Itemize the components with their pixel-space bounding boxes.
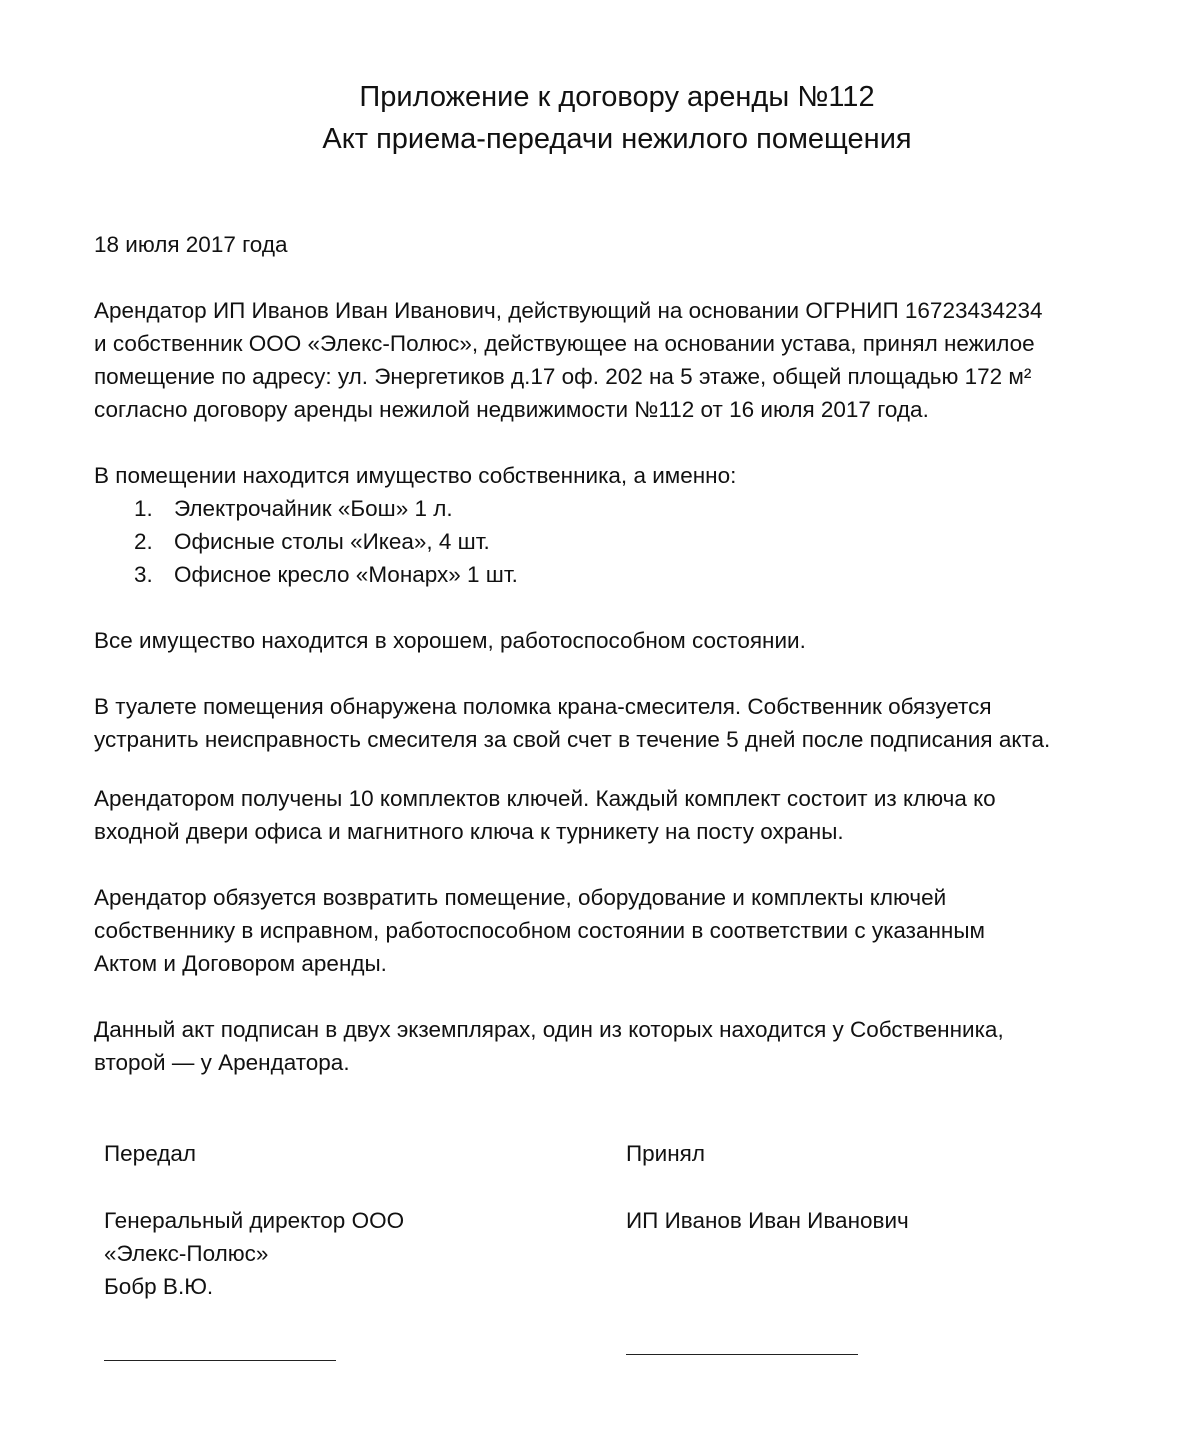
title-line-1: Приложение к договору аренды №112 [359,81,875,113]
return-paragraph [94,881,1174,980]
intro-line: Арендатор ИП Иванов Иван Иванович, действующий на основании ОГРНИП 16723434234 [94,298,1043,323]
intro-paragraph [94,294,1174,426]
property-intro: В помещении находится имущество собственника, а именно: [94,463,737,488]
list-item-number: 3. [134,562,153,587]
signature-left-line: Генеральный директор ООО [104,1208,405,1233]
list-item-number: 2. [134,529,153,554]
property-list [94,492,1174,591]
signature-left-line-blank [104,1360,336,1361]
copies-line: второй — у Арендатора. [94,1050,350,1075]
return-line: собственнику в исправном, работоспособном состоянии в соответствии с указанным [94,918,986,943]
signature-right-line: ИП Иванов Иван Иванович [626,1208,909,1233]
keys-line: входной двери офиса и магнитного ключа к турникету на посту охраны. [94,819,844,844]
signature-left-heading: Передал [104,1141,196,1166]
signature-left-line: «Элекс-Полюс» [104,1241,269,1266]
signature-left-line: Бобр В.Ю. [104,1274,214,1299]
defect-paragraph [94,690,1174,756]
defect-line: В туалете помещения обнаружена поломка крана-смесителя. Собственник обязуется [94,694,992,719]
keys-paragraph [94,782,1174,848]
list-item-number: 1. [134,496,153,521]
document-title [0,76,1200,160]
keys-line: Арендатором получены 10 комплектов ключей. Каждый комплект состоит из ключа ко [94,786,996,811]
signature-right-heading: Принял [626,1141,705,1166]
list-item-text: Электрочайник «Бош» 1 л. [174,496,453,521]
signature-right-line-blank [626,1354,858,1355]
intro-line: и собственник ООО «Элекс-Полюс», действующее на основании устава, принял нежилое [94,331,1035,356]
return-line: Актом и Договором аренды. [94,951,387,976]
list-item [94,492,1174,525]
signature-right-details [626,1204,909,1237]
title-line-2: Акт приема-передачи нежилого помещения [322,123,912,155]
document-date: 18 июля 2017 года [94,232,288,257]
copies-line: Данный акт подписан в двух экземплярах, один из которых находится у Собственника, [94,1017,1004,1042]
condition-paragraph: Все имущество находится в хорошем, работоспособном состоянии. [94,628,806,653]
defect-line: устранить неисправность смесителя за свой счет в течение 5 дней после подписания акта. [94,727,1051,752]
list-item [94,525,1174,558]
list-item-text: Офисные столы «Икеа», 4 шт. [174,529,490,554]
intro-line: согласно договору аренды нежилой недвижимости №112 от 16 июля 2017 года. [94,397,929,422]
copies-paragraph [94,1013,1174,1079]
document-body [94,228,1174,1079]
return-line: Арендатор обязуется возвратить помещение, оборудование и комплекты ключей [94,885,947,910]
signature-left-details [104,1204,404,1303]
list-item-text: Офисное кресло «Монарх» 1 шт. [174,562,518,587]
list-item [94,558,1174,591]
intro-line: помещение по адресу: ул. Энергетиков д.17 оф. 202 на 5 этаже, общей площадью 172 м² [94,364,1032,389]
